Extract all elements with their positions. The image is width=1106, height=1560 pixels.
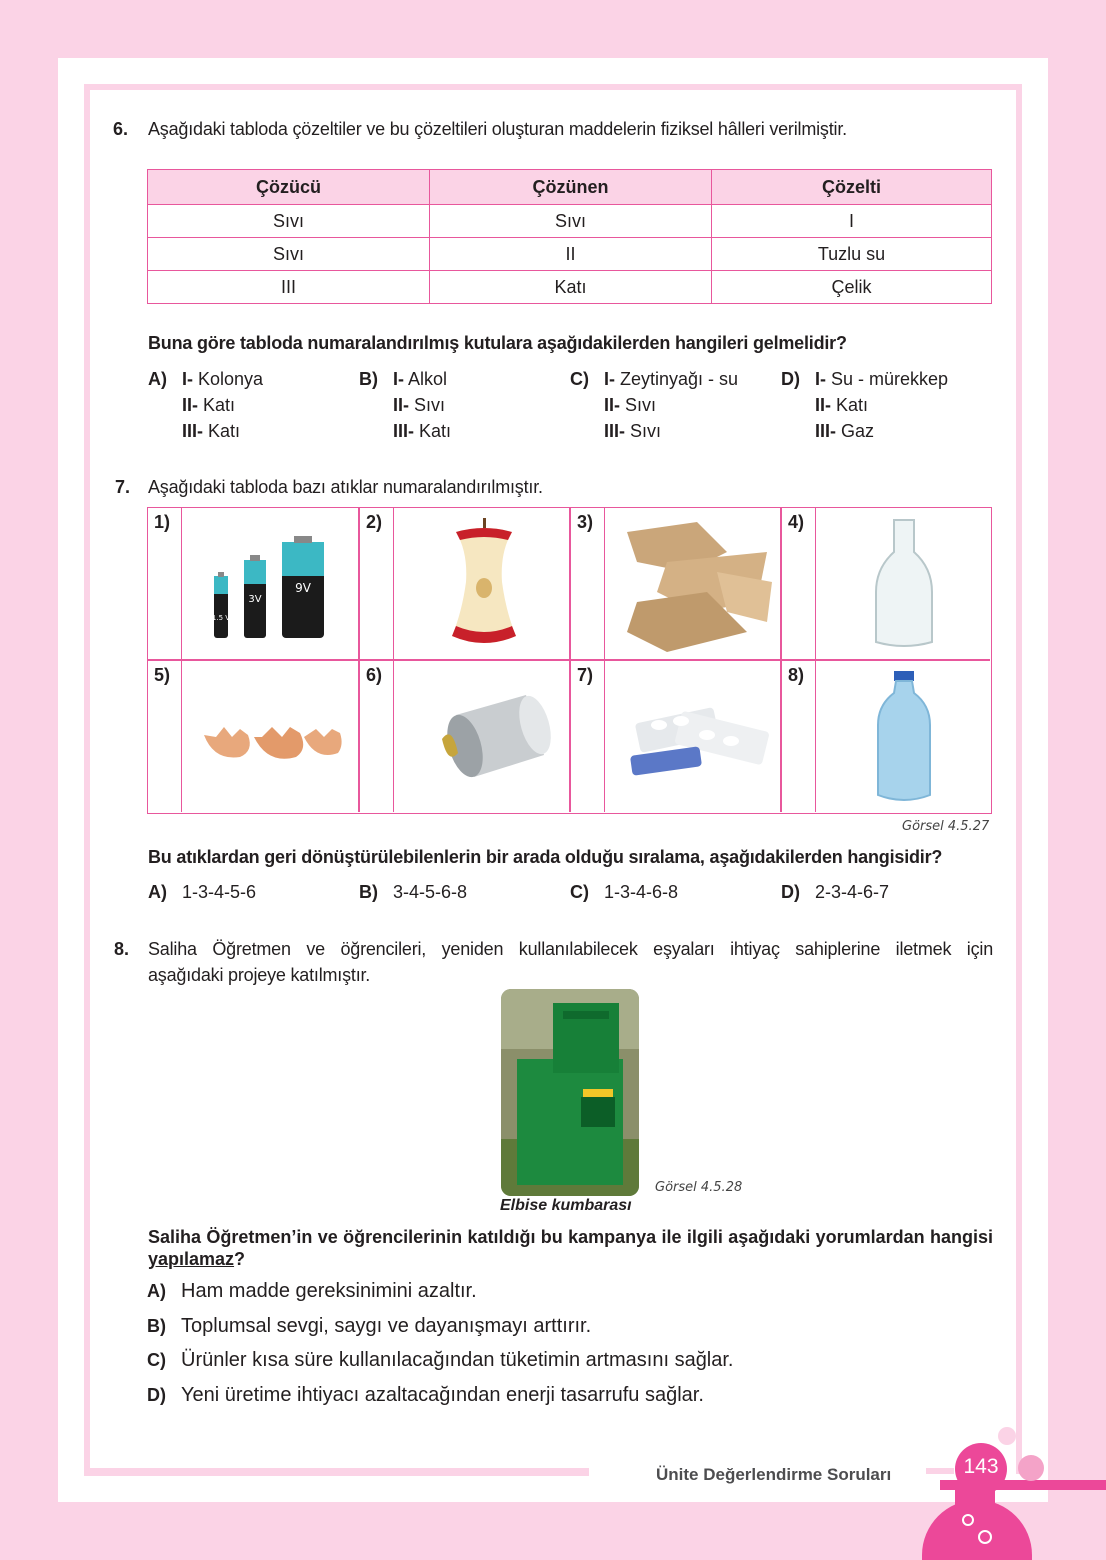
- footer-section-title: Ünite Değerlendirme Soruları: [656, 1465, 892, 1484]
- option-label: D): [781, 882, 800, 902]
- option-label: D): [781, 369, 800, 389]
- q8-question-end: [148, 1249, 245, 1270]
- option-key: III-: [393, 421, 414, 441]
- option-value: 2-3-4-6-7: [815, 882, 890, 902]
- option-label: A): [148, 882, 167, 902]
- q8-option-d[interactable]: [147, 1384, 704, 1407]
- table-cell: Sıvı: [148, 238, 430, 271]
- cell-label-1: 1): [148, 508, 182, 659]
- option-label: C): [147, 1350, 166, 1370]
- table-header: Çözelti: [712, 170, 992, 205]
- q6-option-a[interactable]: [148, 366, 263, 444]
- medicine-blister-image: [607, 665, 779, 809]
- cell-label-8: 8): [782, 661, 816, 812]
- table-cell: Çelik: [712, 271, 992, 304]
- option-key: I-: [604, 369, 615, 389]
- table-row: [148, 205, 992, 238]
- cardboard-image: [607, 512, 779, 656]
- q8-option-c[interactable]: [147, 1349, 734, 1372]
- decor-dot: [1018, 1455, 1044, 1481]
- apple-core-image: [396, 512, 568, 656]
- option-value: Ürünler kısa süre kullanılacağından tüketimin artmasını sağlar.: [181, 1349, 734, 1371]
- option-value: 1-3-4-6-8: [604, 882, 679, 902]
- option-value: Katı: [419, 421, 452, 441]
- option-value: Kolonya: [198, 369, 264, 389]
- cell-label-6: 6): [360, 661, 394, 812]
- waste-grid: [147, 507, 992, 814]
- underlined-word: yapılamaz: [148, 1249, 235, 1269]
- option-value: Zeytinyağı - su: [620, 369, 739, 389]
- option-value: Sıvı: [630, 421, 662, 441]
- option-key: II-: [182, 395, 198, 415]
- q7-option-c[interactable]: [570, 879, 678, 905]
- cell-label-4: 4): [782, 508, 816, 659]
- table-cell: Tuzlu su: [712, 238, 992, 271]
- option-value: 1-3-4-5-6: [182, 882, 257, 902]
- option-key: II-: [604, 395, 620, 415]
- bubble-icon: [978, 1530, 992, 1544]
- option-key: I-: [182, 369, 193, 389]
- battery-label: 1.5 V: [211, 614, 231, 622]
- cell-label-3: 3): [571, 508, 605, 659]
- cell-label-7: 7): [571, 661, 605, 812]
- option-key: I-: [815, 369, 826, 389]
- option-label: B): [147, 1316, 166, 1336]
- option-value: Gaz: [841, 421, 875, 441]
- q6-text: Aşağıdaki tabloda çözeltiler ve bu çözeltileri oluşturan maddelerin fiziksel hâlleri verilmiştir.: [148, 119, 847, 139]
- option-value: Su - mürekkep: [831, 369, 949, 389]
- option-label: C): [570, 882, 589, 902]
- q8-question: Saliha Öğretmen’in ve öğrencilerinin katıldığı bu kampanya ile ilgili aşağıdaki yorumlardan hangisi: [148, 1227, 993, 1247]
- q7-option-a[interactable]: [148, 879, 256, 905]
- option-value: Yeni üretime ihtiyacı azaltacağından enerji tasarrufu sağlar.: [181, 1384, 704, 1406]
- table-header: Çözücü: [148, 170, 430, 205]
- table-cell: II: [430, 238, 712, 271]
- figure-caption-28: Görsel 4.5.28: [655, 1180, 743, 1195]
- page-number: 143: [955, 1443, 1007, 1495]
- q7-question: Bu atıklardan geri dönüştürülebilenlerin bir arada olduğu sıralama, aşağıdakilerden hangisidir?: [148, 847, 943, 867]
- table-row: [148, 238, 992, 271]
- option-value: Alkol: [408, 369, 448, 389]
- table-cell: Sıvı: [148, 205, 430, 238]
- image-title: Elbise kumbarası: [500, 1197, 632, 1214]
- figure-caption-27: Görsel 4.5.27: [902, 819, 990, 834]
- glass-bottle-image: [818, 512, 990, 656]
- option-label: B): [359, 369, 378, 389]
- flask-icon: [922, 1500, 1032, 1560]
- q8-option-b[interactable]: [147, 1315, 591, 1338]
- option-value: Sıvı: [414, 395, 446, 415]
- option-label: D): [147, 1385, 166, 1405]
- table-header: Çözünen: [430, 170, 712, 205]
- footer-bar: [84, 1468, 589, 1476]
- q8-text-line1: Saliha Öğretmen ve öğrencileri, yeniden kullanılabilecek eşyaları ihtiyaç sahiplerine iletmek için: [148, 939, 993, 959]
- cell-label-5: 5): [148, 661, 182, 812]
- option-value: Sıvı: [625, 395, 657, 415]
- q6-option-b[interactable]: [359, 366, 451, 444]
- table-row: [148, 271, 992, 304]
- q6-number: 6.: [113, 119, 129, 139]
- q7-option-d[interactable]: [781, 879, 889, 905]
- option-value: 3-4-5-6-8: [393, 882, 468, 902]
- battery-image: [184, 512, 356, 656]
- table-cell: III: [148, 271, 430, 304]
- bubble-icon: [962, 1514, 974, 1526]
- q7-text: Aşağıdaki tabloda bazı atıklar numaralandırılmıştır.: [148, 477, 543, 497]
- option-label: A): [148, 369, 167, 389]
- table-cell: I: [712, 205, 992, 238]
- table-cell: Katı: [430, 271, 712, 304]
- option-value: Katı: [836, 395, 869, 415]
- option-key: III-: [182, 421, 203, 441]
- option-label: C): [570, 369, 589, 389]
- option-key: III-: [815, 421, 836, 441]
- battery-label: 3V: [248, 594, 262, 605]
- q8-option-a[interactable]: [147, 1280, 477, 1303]
- option-key: I-: [393, 369, 404, 389]
- q7-option-b[interactable]: [359, 879, 467, 905]
- question-mark: ?: [234, 1249, 246, 1269]
- table-header-row: [148, 170, 992, 205]
- plastic-bottle-image: [818, 665, 990, 809]
- battery-label: 9V: [295, 581, 311, 595]
- option-key: II-: [393, 395, 409, 415]
- option-key: III-: [604, 421, 625, 441]
- cell-label-2: 2): [360, 508, 394, 659]
- decor-dot: [998, 1427, 1016, 1445]
- clothing-bin-image: [501, 989, 639, 1196]
- table-cell: Sıvı: [430, 205, 712, 238]
- option-label: B): [359, 882, 378, 902]
- solution-table: [147, 169, 992, 304]
- q6-question: Buna göre tabloda numaralandırılmış kutulara aşağıdakilerden hangileri gelmelidir?: [148, 333, 847, 353]
- q8-number: 8.: [114, 939, 130, 959]
- eggshell-image: [184, 665, 356, 809]
- option-value: Toplumsal sevgi, saygı ve dayanışmayı arttırır.: [181, 1315, 592, 1337]
- option-label: A): [147, 1281, 166, 1301]
- option-value: Ham madde gereksinimini azaltır.: [181, 1280, 477, 1302]
- option-value: Katı: [203, 395, 236, 415]
- option-key: II-: [815, 395, 831, 415]
- q8-text-line2: aşağıdaki projeye katılmıştır.: [148, 965, 371, 985]
- tin-can-image: [396, 665, 568, 809]
- q6-option-c[interactable]: [570, 366, 738, 444]
- q7-number: 7.: [115, 477, 131, 497]
- q6-option-d[interactable]: [781, 366, 948, 444]
- footer-line: [926, 1468, 954, 1474]
- option-value: Katı: [208, 421, 241, 441]
